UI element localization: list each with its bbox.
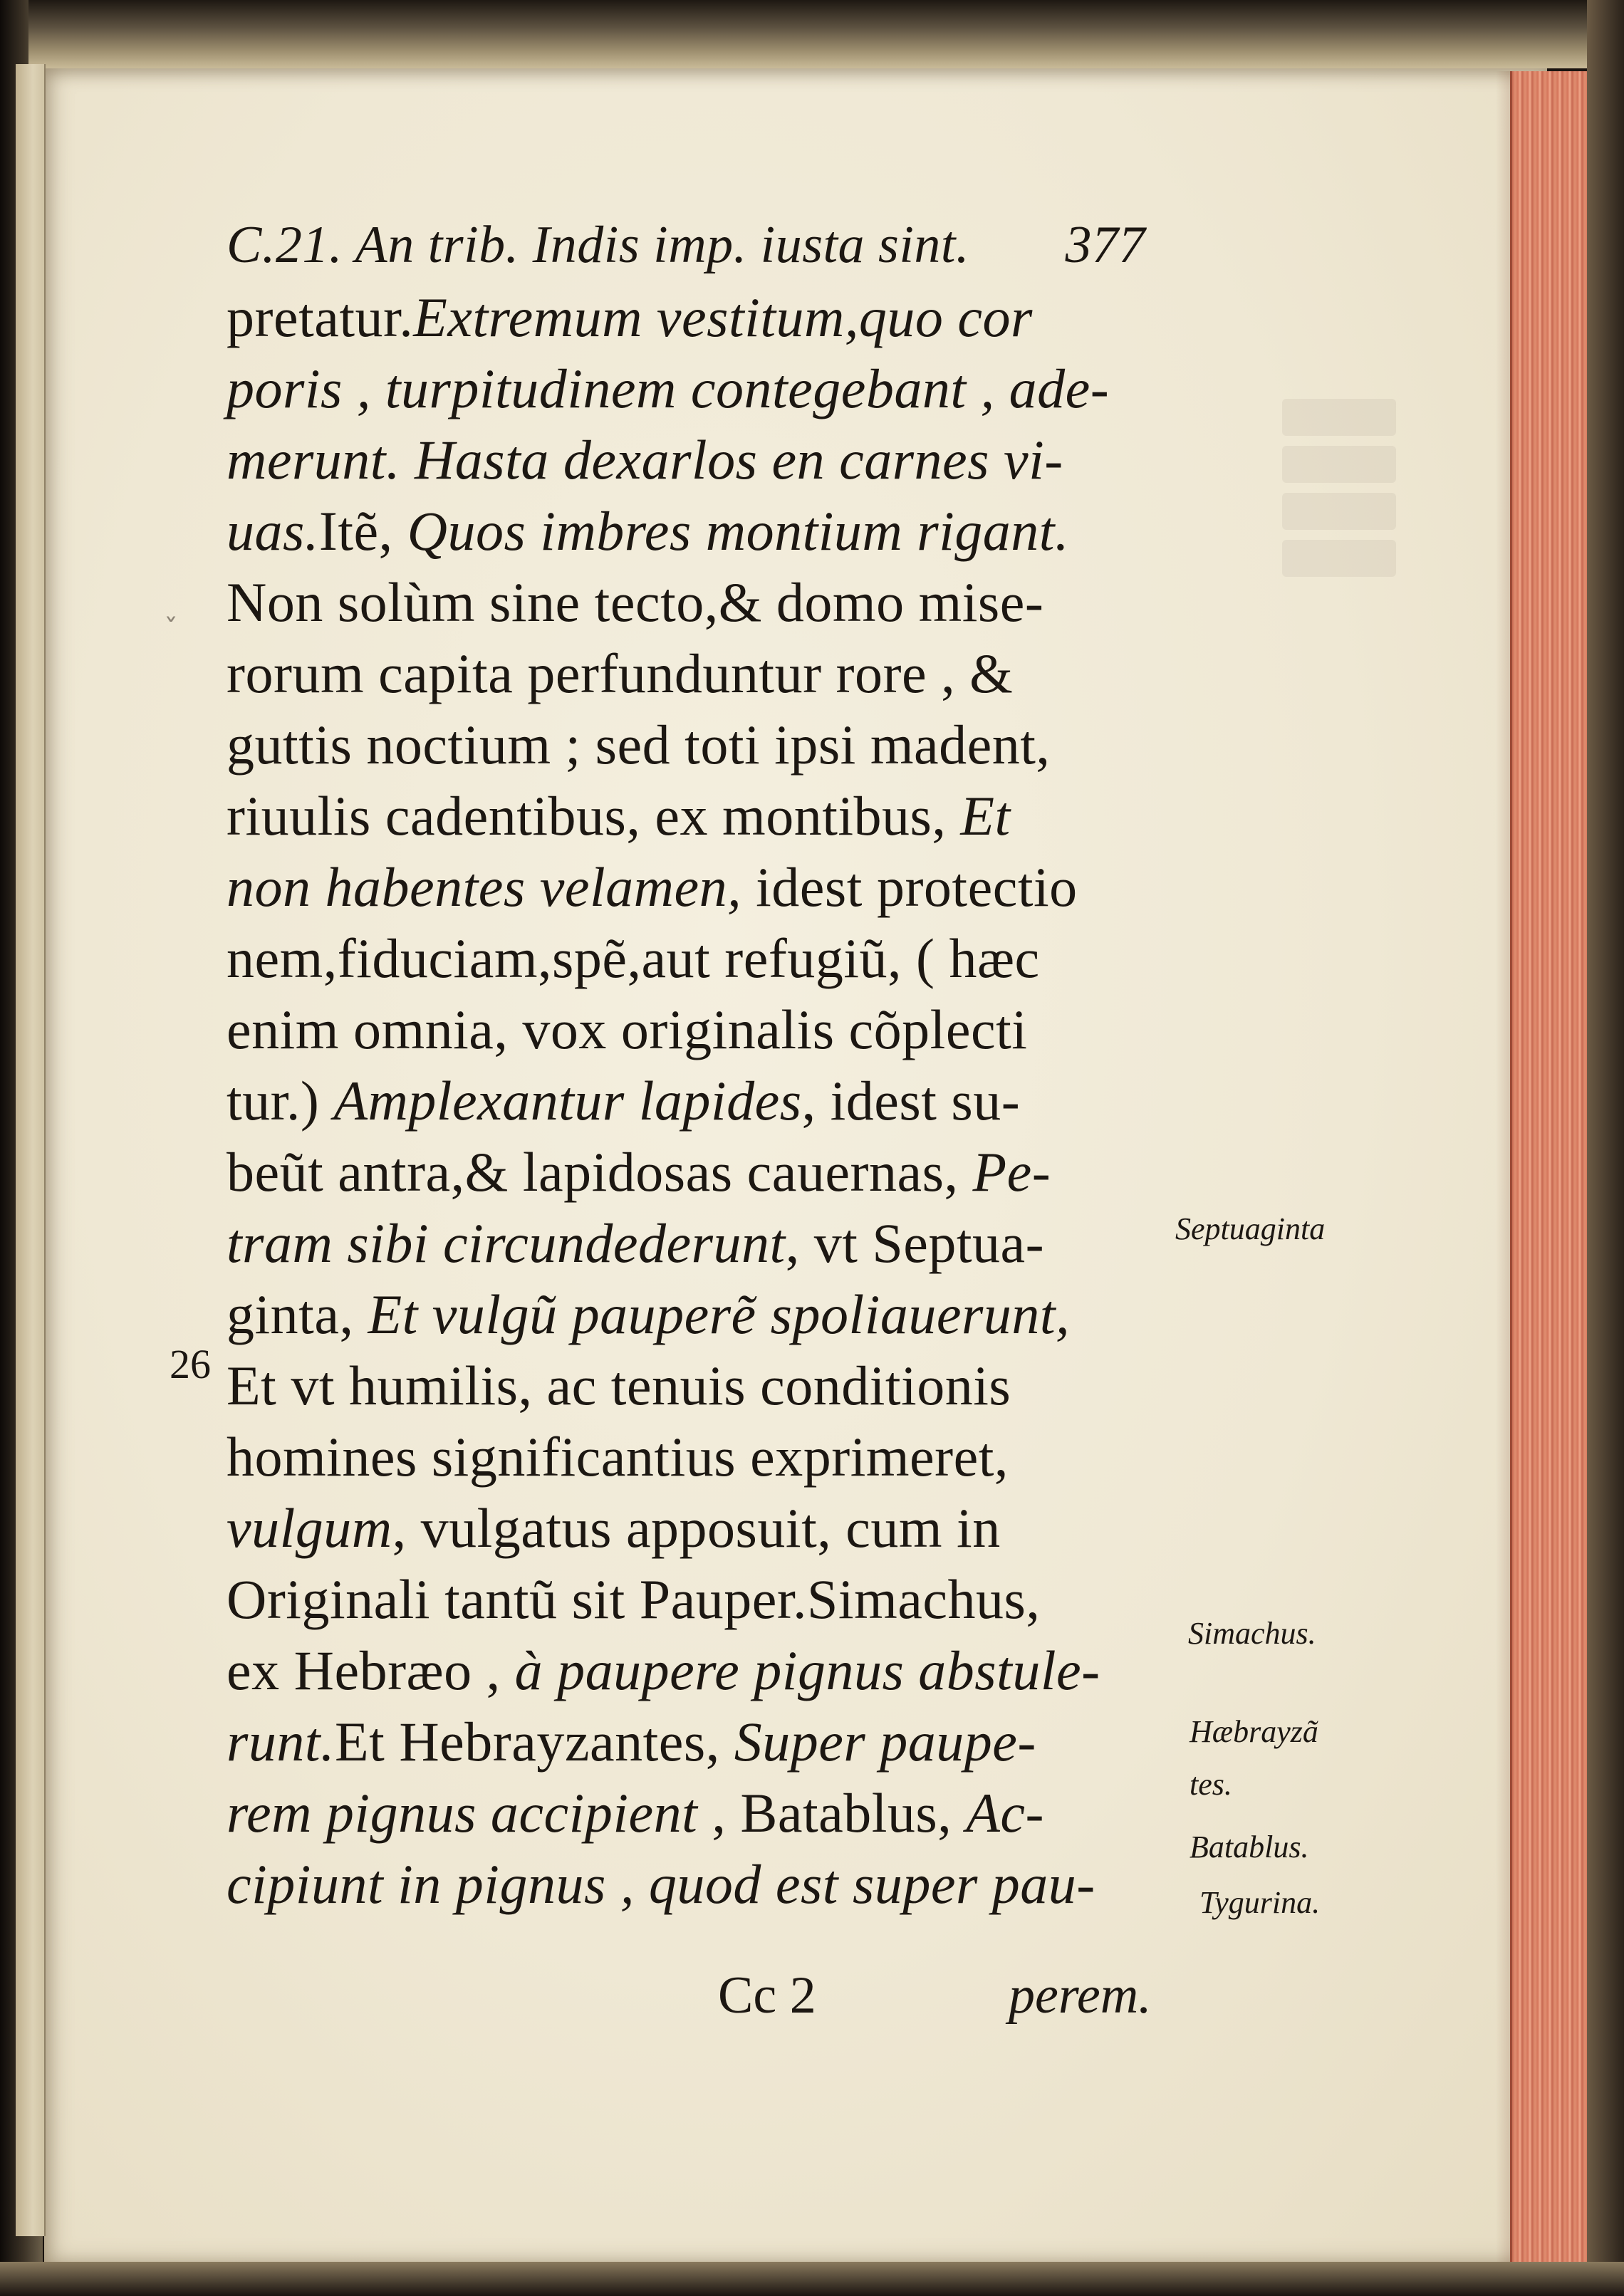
roman-text-span: , vulgatus apposuit, cum in — [392, 1497, 1001, 1559]
marginal-note-batablus: Batablus. — [1190, 1830, 1309, 1864]
text-line — [227, 567, 1174, 638]
top-cover-edge — [28, 0, 1624, 68]
roman-text-span: rorum capita perfunduntur rore , & — [227, 642, 1014, 704]
marginal-note-septuaginta: Septuaginta — [1175, 1211, 1326, 1246]
text-line — [227, 496, 1174, 567]
roman-text-span: tur.) — [227, 1070, 334, 1132]
roman-text-span: , idest su- — [801, 1070, 1021, 1132]
roman-text-span: ex Hebræo , — [227, 1639, 515, 1701]
roman-text-span: beũt antra,& lapidosas cauernas, — [227, 1141, 973, 1203]
facing-page-edge — [16, 64, 46, 2236]
roman-text-span: Et vt humilis, ac tenuis conditionis — [227, 1355, 1011, 1416]
signature-mark: Cc 2 — [718, 1966, 816, 2025]
marginal-note-hebrayzantes-cont: tes. — [1190, 1767, 1232, 1802]
roman-text-span: pretatur. — [227, 286, 414, 348]
text-line — [227, 781, 1174, 852]
italic-text-span: merunt. Hasta dexarlos en carnes vi- — [227, 429, 1063, 491]
marginal-note-simachus: Simachus. — [1188, 1616, 1316, 1651]
roman-text-span: ginta, — [227, 1283, 368, 1345]
italic-text-span: Et — [960, 785, 1011, 847]
italic-text-span: Et vulgũ pauperẽ spoliauerunt, — [368, 1283, 1071, 1345]
italic-text-span: cipiunt in pignus , quod est super pau- — [227, 1853, 1095, 1915]
text-line — [227, 923, 1174, 994]
text-line — [227, 1350, 1174, 1421]
bottom-cover-edge — [0, 2262, 1624, 2296]
italic-text-span: à paupere pignus abstule- — [514, 1639, 1100, 1701]
roman-text-span: , vt Septua- — [785, 1212, 1045, 1274]
text-line — [227, 709, 1174, 781]
running-head — [227, 208, 1174, 282]
text-line — [227, 1208, 1174, 1279]
italic-text-span: Pe- — [972, 1141, 1051, 1203]
text-line — [227, 1065, 1174, 1137]
roman-text-span: , Batablus, — [697, 1782, 967, 1844]
italic-text-span: tram sibi circundederunt — [227, 1212, 786, 1274]
text-line — [227, 994, 1174, 1065]
red-fore-edge — [1510, 71, 1591, 2265]
roman-text-span: Non solùm sine tecto,& domo mise- — [227, 571, 1044, 633]
marginal-note-hebrayzantes: Hæbrayzã — [1190, 1714, 1318, 1749]
italic-text-span: runt. — [227, 1711, 335, 1773]
text-line — [227, 424, 1174, 496]
italic-text-span: Quos imbres montium rigant. — [407, 500, 1069, 562]
page-number: 377 — [1065, 216, 1145, 274]
roman-text-span: riuulis cadentibus, ex montibus, — [227, 785, 961, 847]
roman-text-span: enim omnia, vox originalis cõplecti — [227, 998, 1028, 1060]
italic-text-span: uas. — [227, 500, 319, 562]
italic-text-span: Extremum vestitum,quo cor — [413, 286, 1033, 348]
text-line — [227, 638, 1174, 709]
text-line — [227, 1421, 1174, 1493]
text-line — [227, 852, 1174, 923]
body-lines — [227, 282, 1174, 1920]
italic-text-span: Super paupe- — [734, 1711, 1036, 1773]
italic-text-span: poris , turpitudinem contegebant , ade- — [227, 358, 1110, 419]
text-line — [227, 353, 1174, 424]
text-line — [227, 1279, 1174, 1350]
margin-line-number: 26 — [170, 1341, 211, 1387]
running-head-title: C.21. An trib. Indis imp. iusta sint. — [227, 216, 969, 274]
text-line — [227, 282, 1174, 353]
italic-text-span: vulgum — [227, 1497, 392, 1559]
main-text-column — [227, 208, 1174, 1920]
roman-text-span: Itẽ, — [318, 500, 407, 562]
italic-text-span: non habentes velamen, — [227, 856, 742, 918]
roman-text-span: Et Hebrayzantes, — [335, 1711, 734, 1773]
italic-text-span: Amplexantur lapides — [333, 1070, 802, 1132]
catchword: perem. — [1009, 1966, 1152, 2025]
italic-text-span: Ac- — [966, 1782, 1045, 1844]
text-line — [227, 1849, 1174, 1920]
text-line — [227, 1706, 1174, 1778]
text-line — [227, 1564, 1174, 1635]
roman-text-span: Originali tantũ sit Pauper.Simachus, — [227, 1568, 1041, 1630]
show-through-ink — [1254, 399, 1396, 587]
italic-text-span: rem pignus accipient — [227, 1782, 698, 1844]
roman-text-span: nem,fiduciam,spẽ,aut refugiũ, ( hæc — [227, 927, 1040, 989]
roman-text-span: guttis noctium ; sed toti ipsi madent, — [227, 714, 1051, 776]
text-line — [227, 1137, 1174, 1208]
marginal-note-tygurina: Tygurina. — [1199, 1885, 1321, 1920]
roman-text-span: idest protectio — [741, 856, 1078, 918]
text-line — [227, 1635, 1174, 1706]
right-cover-edge — [1587, 0, 1624, 2296]
text-line — [227, 1778, 1174, 1849]
text-line — [227, 1493, 1174, 1564]
ink-mark-icon: ˇ — [164, 614, 178, 647]
roman-text-span: homines significantius exprimeret, — [227, 1426, 1009, 1488]
